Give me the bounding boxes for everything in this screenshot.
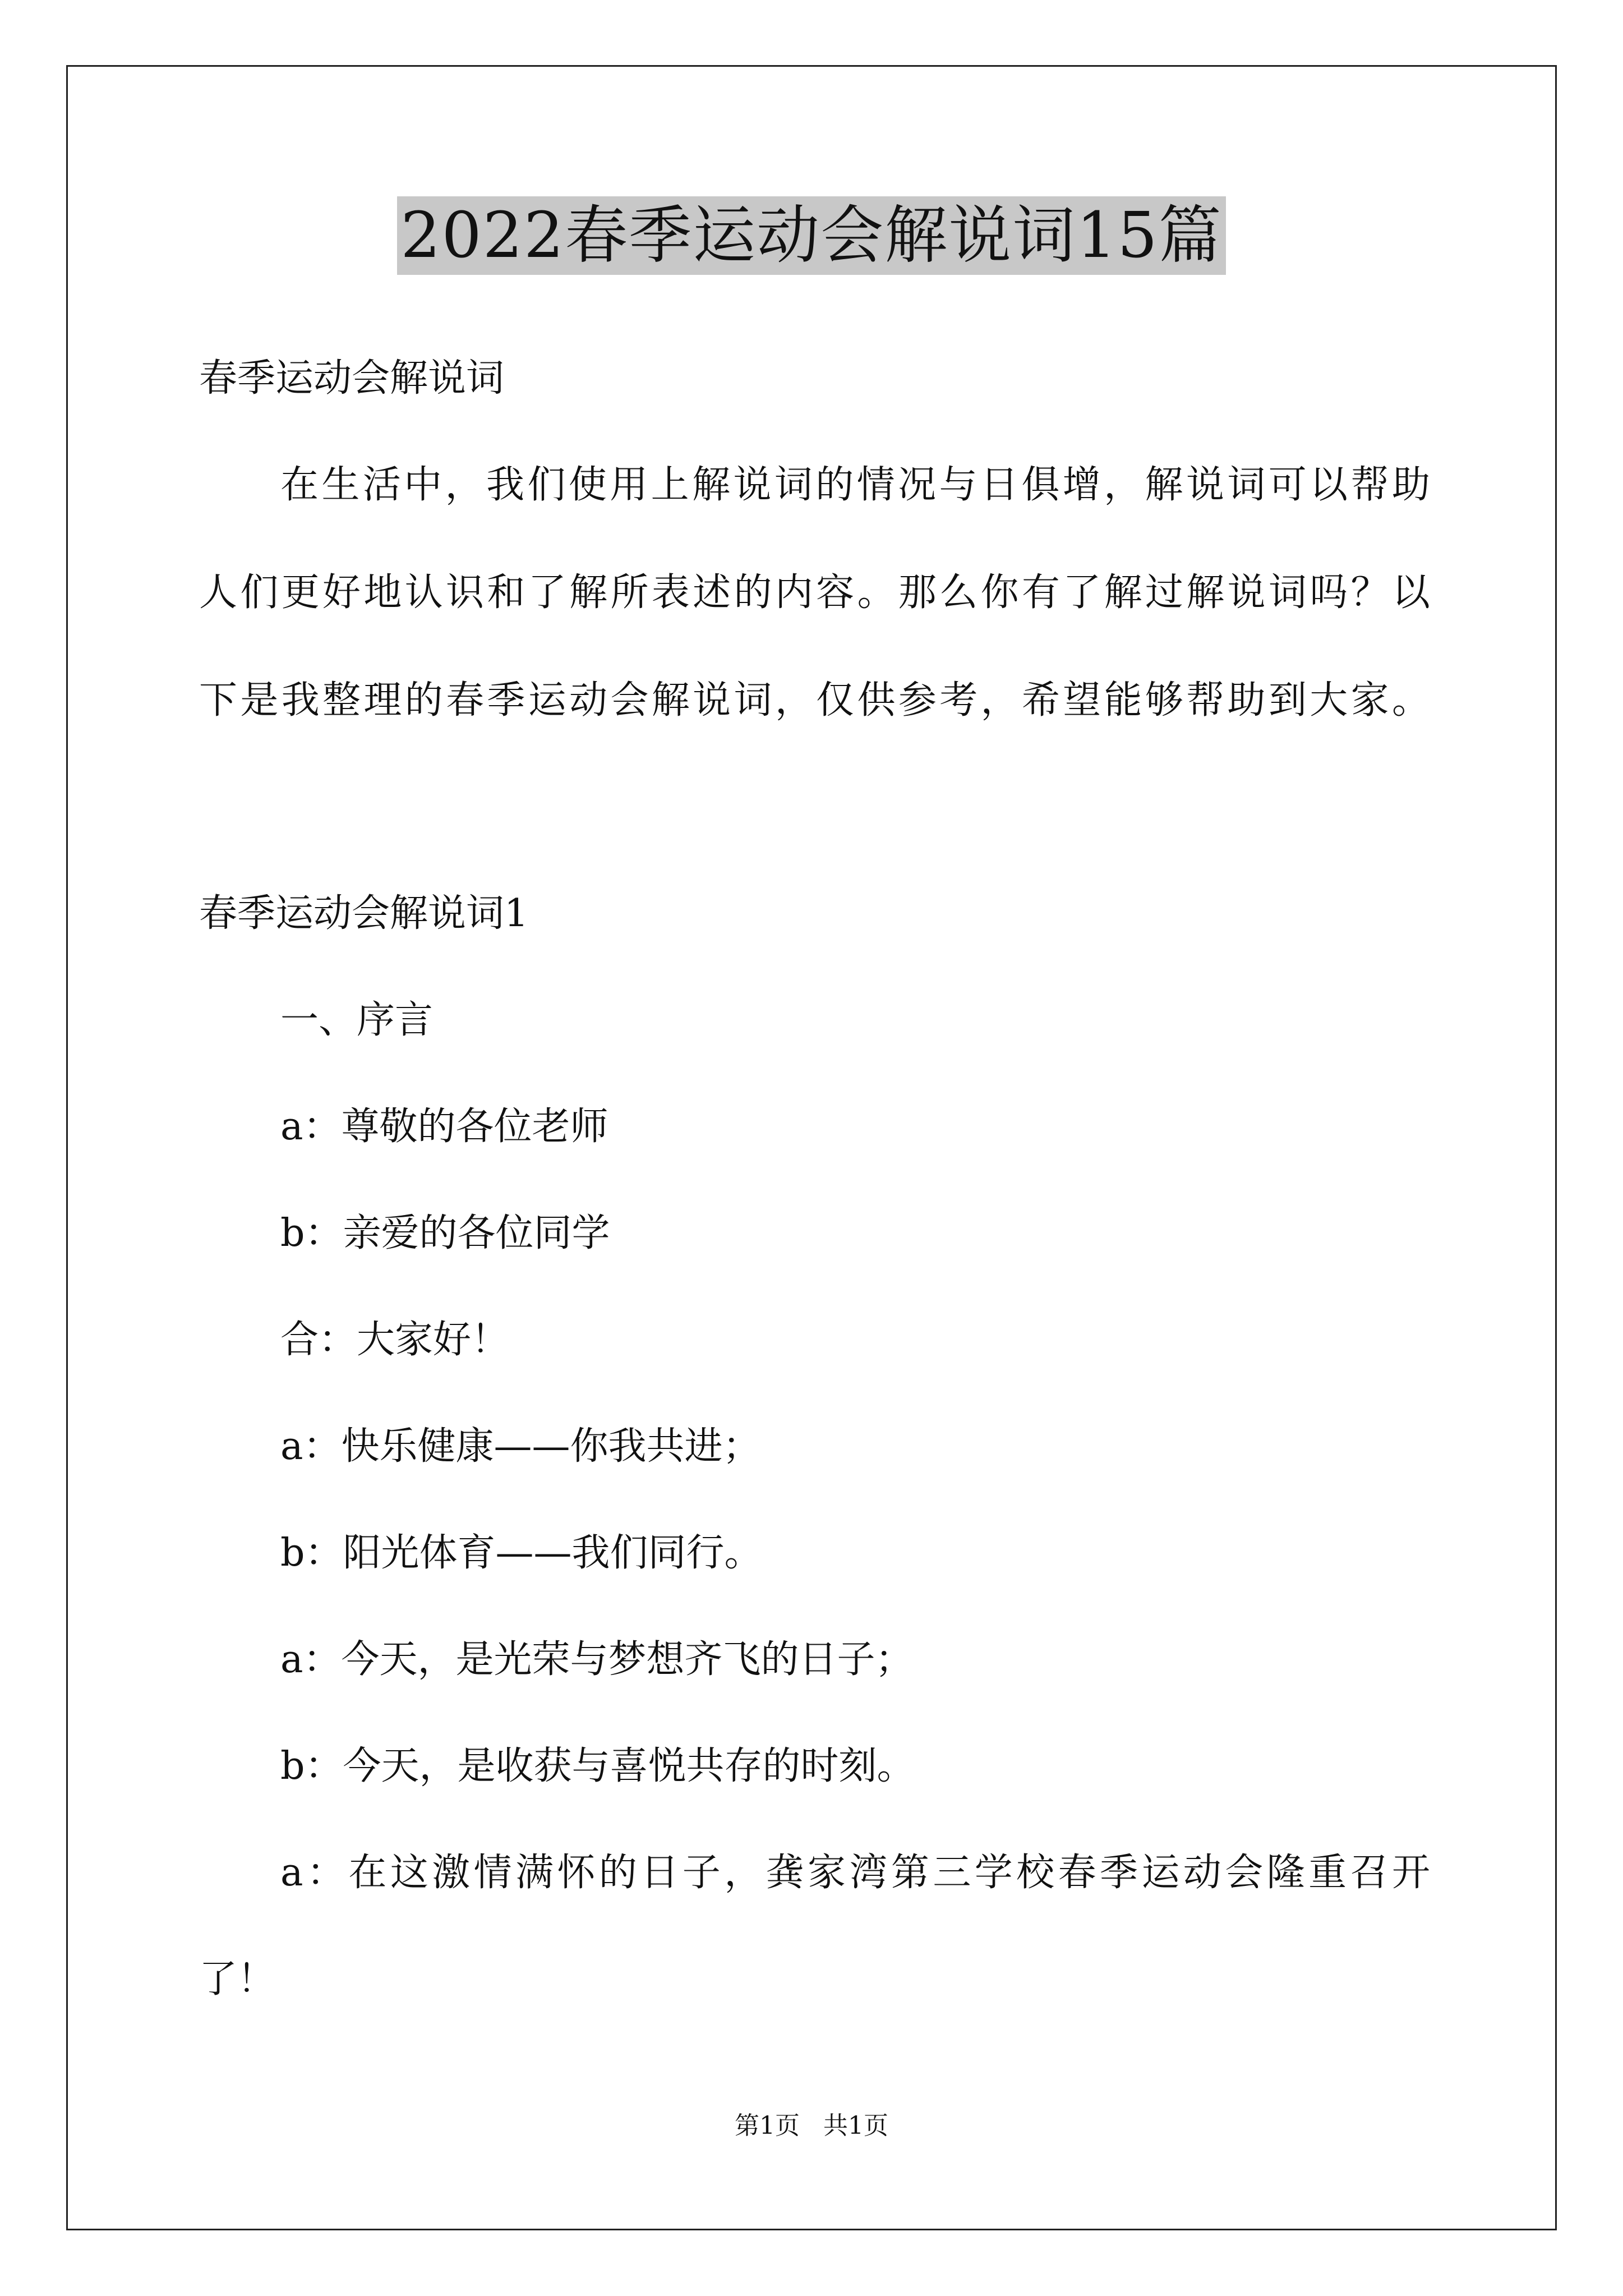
document-title: 2022春季运动会解说词15篇: [397, 196, 1226, 275]
section1-line-a4-cont: 了！: [199, 1957, 276, 2001]
section1-line-a4: a：在这激情满怀的日子，龚家湾第三学校春季运动会隆重召开: [280, 1851, 1430, 1895]
title-wrap: [0, 196, 1623, 275]
section1-heading: 春季运动会解说词1: [199, 891, 529, 936]
section1-line-a3: a：今天，是光荣与梦想齐飞的日子；: [280, 1637, 914, 1682]
section1-line-b1: b：亲爱的各位同学: [280, 1211, 610, 1255]
intro-line-3: 下是我整理的春季运动会解说词，仅供参考，希望能够帮助到大家。: [199, 678, 1430, 723]
section1-line-b3: b：今天，是收获与喜悦共存的时刻。: [280, 1744, 915, 1788]
page-footer: 第1页 共1页: [735, 2111, 888, 2140]
section1-line-together: 合：大家好！: [280, 1318, 510, 1362]
intro-line-2: 人们更好地认识和了解所表述的内容。那么你有了解过解说词吗？以: [199, 570, 1430, 615]
section1-line-b2: b：阳光体育——我们同行。: [280, 1531, 763, 1575]
section1-line-preface: 一、序言: [280, 998, 434, 1042]
intro-heading: 春季运动会解说词: [199, 356, 505, 401]
section1-line-a1: a：尊敬的各位老师: [280, 1105, 608, 1149]
intro-line-1: 在生活中，我们使用上解说词的情况与日俱增，解说词可以帮助: [280, 463, 1430, 507]
section1-line-a2: a：快乐健康——你我共进；: [280, 1424, 761, 1469]
